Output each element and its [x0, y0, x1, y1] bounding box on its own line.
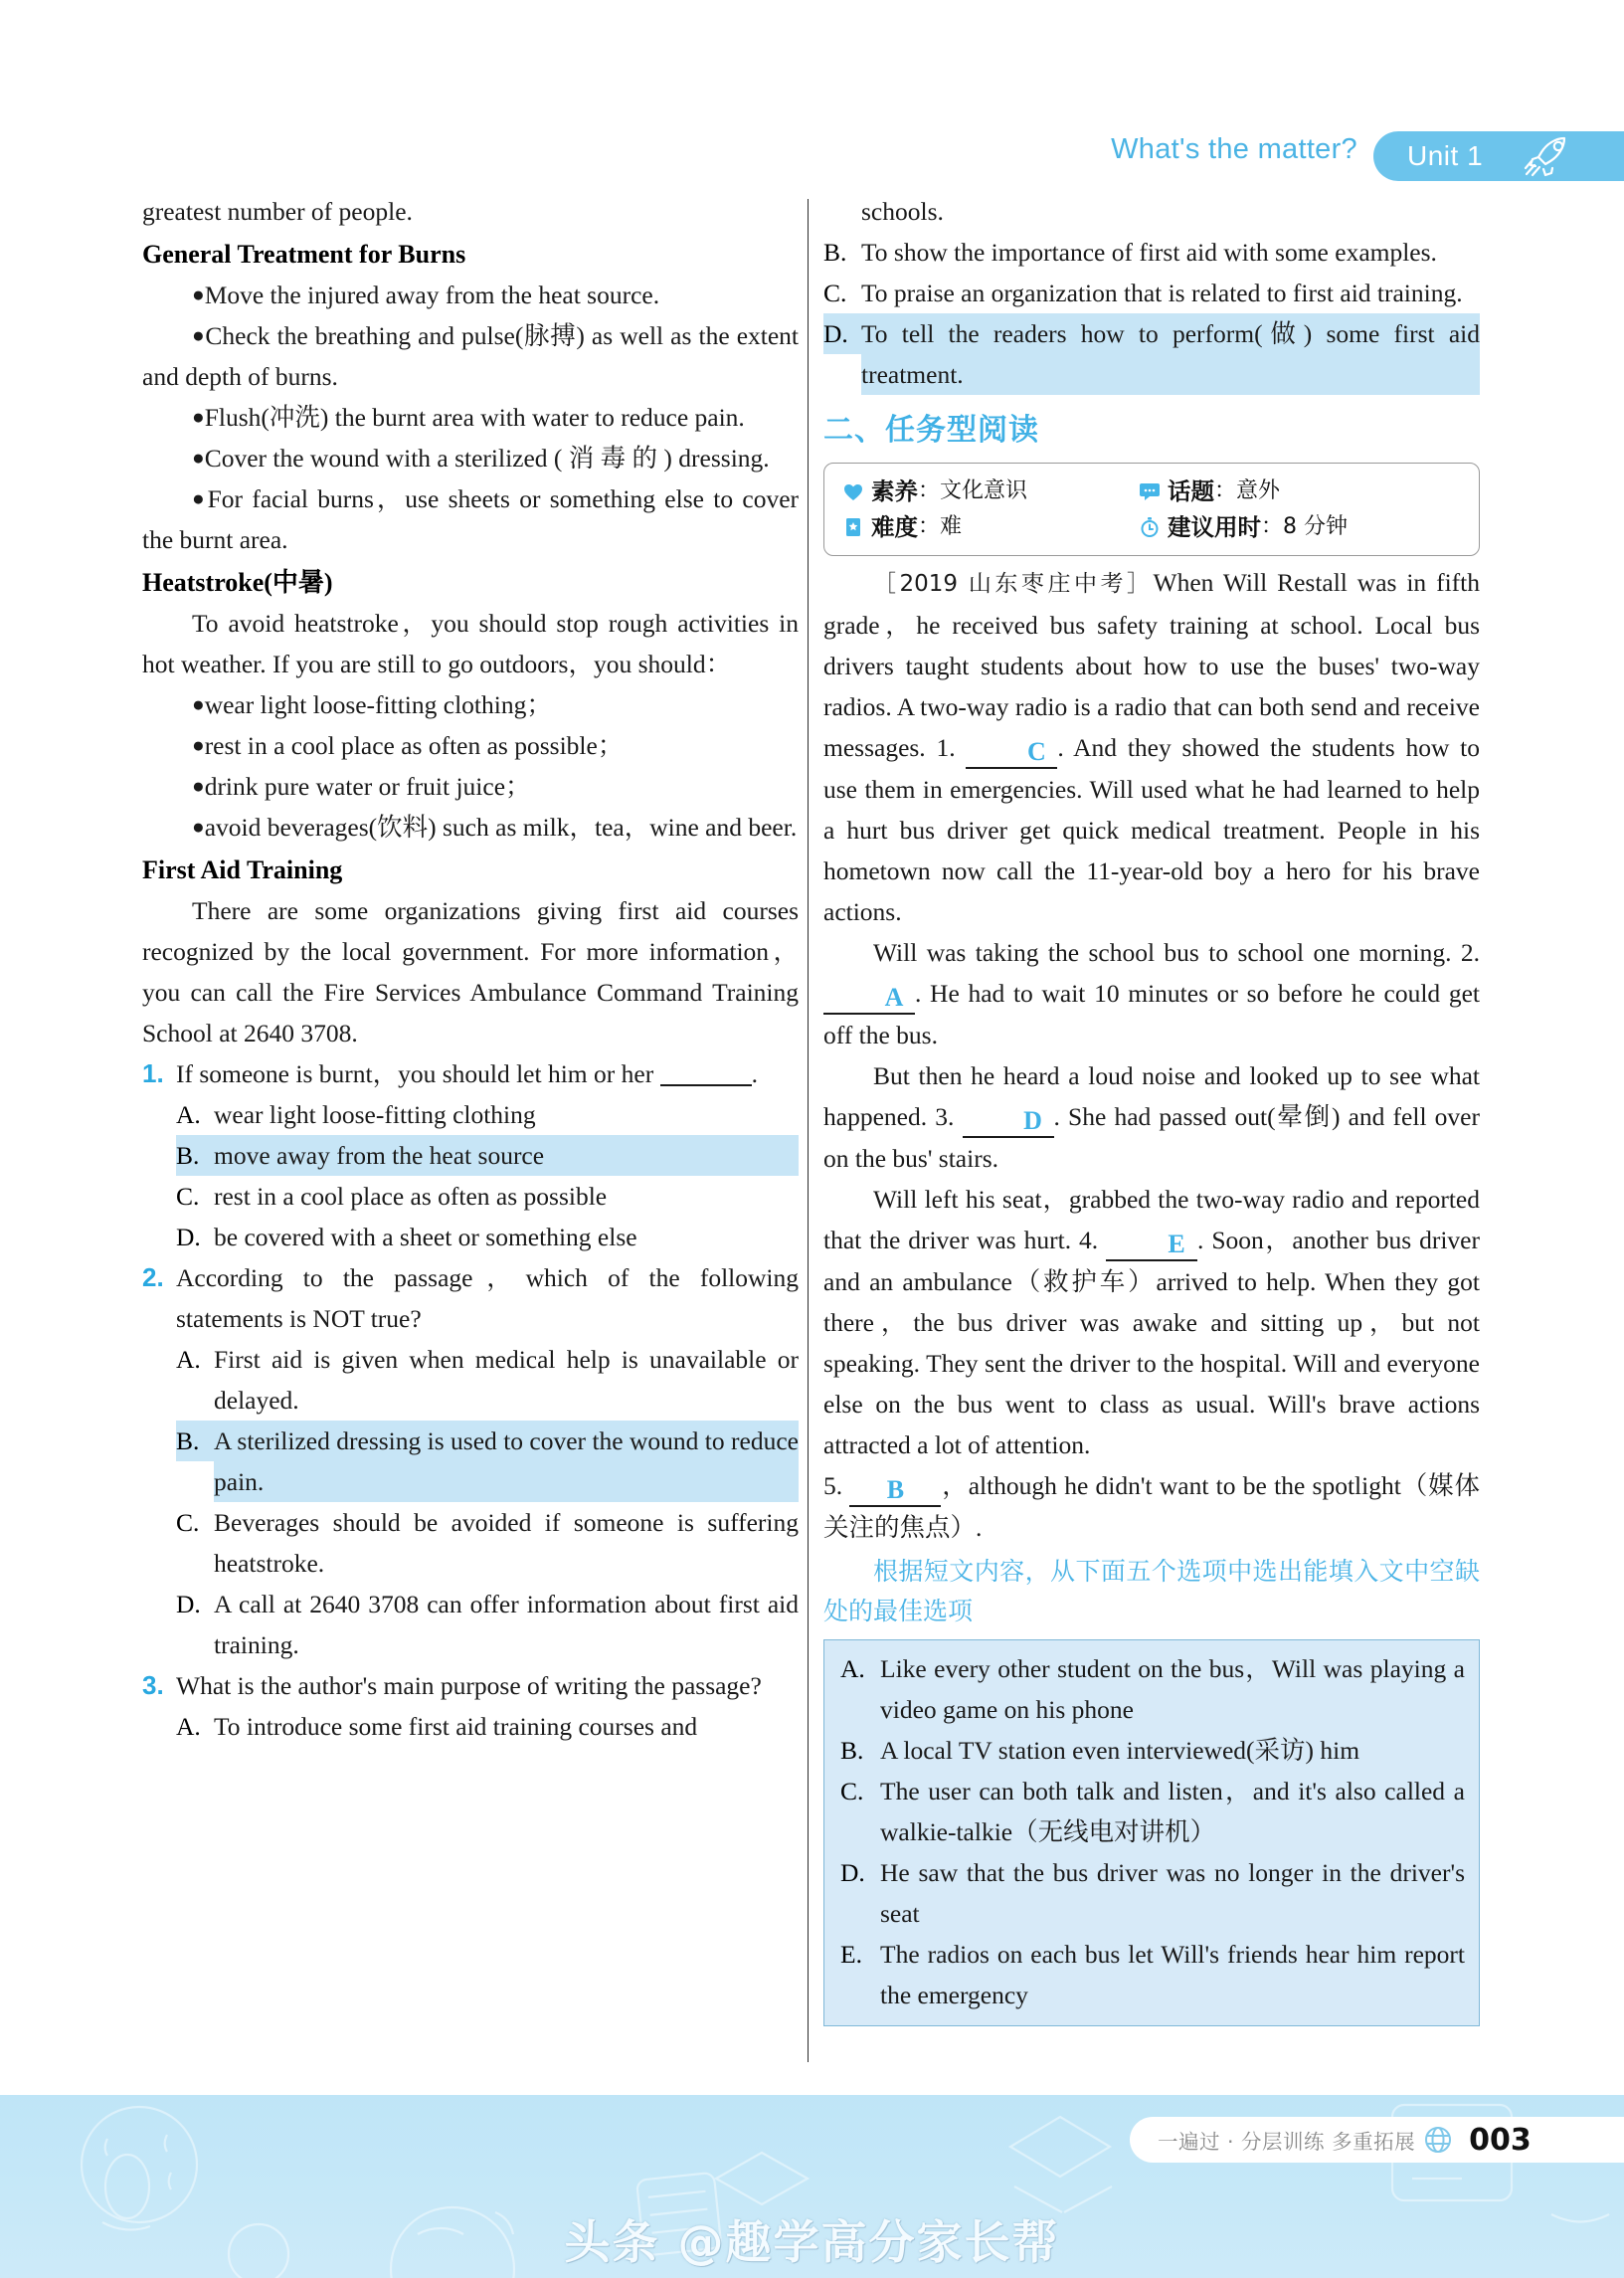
choice-letter: E.: [840, 1940, 862, 1969]
passage-paragraph-5: [823, 1465, 1480, 1548]
option-text: To praise an organization that is related to first aid training.: [861, 279, 1463, 307]
globe-icon: [1423, 2125, 1453, 2155]
meta-info-box: [823, 463, 1480, 556]
bullet-dot-icon: ●: [192, 323, 206, 347]
passage-after: . He had to wait 10 minutes or so before he could get off the bus.: [823, 979, 1480, 1049]
answer-letter: B: [886, 1475, 905, 1504]
passage-paragraph-1: [823, 562, 1480, 932]
meta-item-suggested-time: [1137, 509, 1348, 545]
option-letter: D.: [176, 1223, 201, 1251]
option-row-selected[interactable]: [823, 313, 1480, 395]
bullet-dot-icon: ●: [192, 815, 205, 839]
answer-blank-3[interactable]: [963, 1106, 1054, 1138]
column-divider: [808, 199, 809, 2062]
section-heading-task-reading: 二、任务型阅读: [823, 413, 1039, 448]
option-row[interactable]: [142, 1502, 799, 1584]
choice-item[interactable]: [836, 1730, 1465, 1771]
meta-row: [840, 474, 1479, 509]
question-number: 1.: [142, 1058, 164, 1088]
choice-text: He saw that the bus driver was no longer in the driver's seat: [880, 1858, 1465, 1928]
heatstroke-bullet-text: avoid beverages(饮料) such as milk，tea，wine and beer.: [204, 813, 798, 842]
heading-general-treatment: General Treatment for Burns: [142, 240, 466, 269]
answer-letter: C: [1026, 737, 1046, 766]
meta-value: ：意外: [1214, 478, 1281, 503]
option-letter: A.: [176, 1100, 201, 1129]
choice-options-box: [823, 1639, 1480, 2026]
option-letter: C.: [176, 1182, 200, 1211]
heatstroke-bullet: [142, 807, 799, 848]
option-row[interactable]: [823, 232, 1480, 273]
burns-bullet: [142, 397, 799, 438]
page-title: What's the matter?: [1111, 133, 1357, 165]
option-letter: A.: [176, 1712, 201, 1741]
option-text: Beverages should be avoided if someone is suffering heatstroke.: [214, 1508, 799, 1578]
question-2: [142, 1257, 799, 1339]
option-row[interactable]: [823, 273, 1480, 313]
option-text: A call at 2640 3708 can offer information about first aid training.: [214, 1590, 799, 1659]
burns-bullet-text: Move the injured away from the heat source.: [204, 281, 660, 309]
answer-blank-2[interactable]: [823, 983, 915, 1015]
option-text: A sterilized dressing is used to cover the wound to reduce pain.: [214, 1421, 799, 1502]
option-letter: B.: [176, 1421, 214, 1461]
heart-icon: [840, 478, 866, 504]
choice-text: A local TV station even interviewed(采访) him: [880, 1736, 1360, 1765]
passage-paragraph-4: [823, 1179, 1480, 1465]
question-stem-tail: .: [751, 1059, 758, 1088]
page-header: [0, 131, 1624, 187]
heatstroke-bullet: [142, 684, 799, 725]
passage-before: Will was taking the school bus to school one morning. 2.: [873, 938, 1480, 967]
bullet-dot-icon: ●: [192, 446, 205, 470]
passage-after: . She had passed out(晕倒) and fell over on the bus' stairs.: [823, 1102, 1480, 1173]
choice-text: The user can both talk and listen，and it's also called a walkie-talkie（无线电对讲机）: [880, 1777, 1465, 1846]
option-text: rest in a cool place as often as possible: [214, 1182, 608, 1211]
meta-key: 难度: [871, 513, 918, 541]
meta-item-difficulty: [840, 509, 1137, 545]
meta-key: 话题: [1168, 477, 1214, 505]
option-row[interactable]: [142, 1706, 799, 1747]
option-text: be covered with a sheet or something else: [214, 1223, 637, 1251]
meta-item-topic: [1137, 474, 1280, 509]
burns-bullet: [142, 275, 799, 315]
choice-item[interactable]: [836, 1771, 1465, 1852]
burns-bullet: [142, 315, 799, 397]
question-1: [142, 1053, 799, 1094]
passage-after: . And they showed the students how to use them in emergencies. Will used what he had learned to help a hurt bus driver get quick medical treatment. People in his hometown now call the 11-year-old boy a hero for his brave actions.: [823, 733, 1481, 926]
option-letter: B.: [823, 238, 847, 267]
choice-letter: A.: [840, 1654, 865, 1683]
heatstroke-bullet-text: rest in a cool place as often as possible；: [204, 731, 624, 760]
option-letter: C.: [176, 1508, 200, 1537]
footer-badge: [1130, 2117, 1624, 2163]
option-row[interactable]: [142, 1094, 799, 1135]
burns-bullet-text: Cover the wound with a sterilized ( 消 毒 的 ) dressing.: [204, 444, 770, 473]
heatstroke-bullet-text: drink pure water or fruit juice；: [204, 772, 531, 801]
meta-row: [840, 509, 1479, 545]
question-stem: According to the passage，which of the following statements is NOT true?: [176, 1263, 799, 1333]
choice-text: The radios on each bus let Will's friends hear him report the emergency: [880, 1940, 1465, 2009]
burns-bullet: [142, 478, 799, 560]
option-row[interactable]: [142, 1176, 799, 1217]
option-text: wear light loose-fitting clothing: [214, 1100, 536, 1129]
option-letter: D.: [823, 313, 861, 354]
question-number: 2.: [142, 1262, 164, 1292]
bookmark-icon: [840, 514, 866, 540]
right-column: [823, 191, 1480, 2026]
page-number: 003: [1469, 2122, 1532, 2158]
timer-icon: [1137, 514, 1163, 540]
question-3-continued: schools.: [861, 197, 944, 226]
choice-item[interactable]: [836, 1934, 1465, 2015]
unit-badge: [1373, 131, 1624, 181]
passage-before: But then he heard a loud noise and looked up to see what happened. 3.: [823, 1061, 1480, 1131]
bullet-dot-icon: ●: [192, 733, 205, 757]
question-stem: [176, 1053, 799, 1094]
heading-first-aid-training: First Aid Training: [142, 855, 343, 884]
option-text: move away from the heat source: [214, 1135, 799, 1176]
heading-heatstroke: Heatstroke(中暑): [142, 568, 333, 597]
page-footer: [0, 2095, 1624, 2278]
answer-letter: D: [1023, 1106, 1042, 1135]
continued-line: greatest number of people.: [142, 197, 413, 226]
question-3: [142, 1665, 799, 1706]
meta-value: ：文化意识: [918, 478, 1028, 503]
option-row-selected[interactable]: [142, 1135, 799, 1176]
answer-letter: E: [1168, 1230, 1185, 1258]
burns-bullet: [142, 438, 799, 478]
option-letter: C.: [823, 279, 847, 307]
heatstroke-bullet: [142, 725, 799, 766]
option-letter: D.: [176, 1590, 201, 1618]
meta-key: 素养: [871, 477, 918, 505]
speech-bubble-icon: [1137, 478, 1163, 504]
answer-blank-4[interactable]: [1106, 1230, 1197, 1261]
choice-item[interactable]: [836, 1852, 1465, 1934]
heatstroke-paragraph: To avoid heatstroke，you should stop rough activities in hot weather. If you are still to go outdoors，you should：: [142, 609, 799, 678]
choice-letter: C.: [840, 1777, 864, 1805]
page-content: [0, 191, 1624, 2091]
passage-before: Will left his seat，grabbed the two-way radio and reported that the driver was hurt. 4.: [823, 1185, 1480, 1254]
question-stem-text: If someone is burnt，you should let him or her: [176, 1059, 654, 1088]
meta-item-literacy: [840, 474, 1137, 509]
option-text: To show the importance of first aid with some examples.: [861, 238, 1437, 267]
watermark: 头条 @趣学高分家长帮: [564, 2215, 1060, 2269]
rocket-icon: [1521, 132, 1576, 185]
option-row[interactable]: [142, 1584, 799, 1665]
passage-paragraph-3: [823, 1055, 1480, 1179]
instruction-text: 根据短文内容，从下面五个选项中选出能填入文中空缺处的最佳选项: [823, 1557, 1480, 1625]
burns-bullet-text: For facial burns，use sheets or something else to cover the burnt area.: [142, 484, 800, 554]
bullet-dot-icon: ●: [192, 486, 208, 510]
unit-label: Unit 1: [1407, 140, 1484, 171]
passage-after: . Soon，another bus driver and an ambulance（救护车）arrived to help. When they got there，the bus driver was awake and sitting up，but not speaking. They sent the driver to the hospital. Will and everyone else on the bus went to class as usual. Will's brave actions attracted a lot of attention.: [823, 1226, 1480, 1459]
passage-before: When Will Restall was in fifth grade，he received bus safety training at school. Local bus drivers taught students about how to use the buses' two-way radios. A two-way radio is a radio that can both send and receive messages. 1.: [823, 568, 1480, 762]
burns-bullet-text: Flush(冲洗) the burnt area with water to reduce pain.: [204, 403, 745, 432]
heatstroke-bullet: [142, 766, 799, 807]
left-column: [142, 191, 799, 1747]
option-letter: A.: [176, 1345, 201, 1374]
burns-bullet-text: Check the breathing and pulse(脉搏) as well as the extent and depth of burns.: [142, 321, 799, 391]
option-text: To tell the readers how to perform(做) some first aid treatment.: [861, 313, 1480, 395]
answer-blank[interactable]: [660, 1062, 752, 1086]
option-row[interactable]: [142, 1217, 799, 1257]
answer-blank-1[interactable]: [966, 737, 1057, 769]
meta-value: ：难: [918, 514, 963, 539]
source-tag: ［2019 山东枣庄中考］: [873, 571, 1154, 597]
option-row[interactable]: [142, 1339, 799, 1421]
bullet-dot-icon: ●: [192, 283, 205, 306]
heatstroke-bullet-text: wear light loose-fitting clothing；: [204, 690, 552, 719]
question-number: 3.: [142, 1670, 164, 1700]
training-paragraph: There are some organizations giving first aid courses recognized by the local government. For more information，you can call the Fire Services Ambulance Command Training School at 2640 3708.: [142, 896, 799, 1047]
bullet-dot-icon: ●: [192, 692, 205, 716]
answer-blank-5[interactable]: [849, 1475, 941, 1507]
option-text: To introduce some first aid training courses and: [214, 1712, 698, 1741]
passage-before: 5.: [823, 1471, 850, 1500]
choice-item[interactable]: [836, 1648, 1465, 1730]
choice-text: Like every other student on the bus，Will was playing a video game on his phone: [880, 1654, 1465, 1724]
meta-value: ：8 分钟: [1261, 514, 1348, 539]
series-label: 一遍过 · 分层训练 多重拓展: [1158, 2130, 1416, 2154]
bullet-dot-icon: ●: [192, 774, 205, 798]
choice-letter: D.: [840, 1858, 865, 1887]
option-letter: B.: [176, 1135, 214, 1176]
passage-paragraph-2: [823, 932, 1480, 1055]
question-stem: What is the author's main purpose of writing the passage?: [176, 1671, 762, 1700]
option-text: First aid is given when medical help is unavailable or delayed.: [214, 1345, 799, 1415]
bullet-dot-icon: ●: [192, 405, 205, 429]
option-row-selected[interactable]: [142, 1421, 799, 1502]
meta-key: 建议用时: [1168, 513, 1261, 541]
choice-letter: B.: [840, 1736, 864, 1765]
answer-letter: A: [884, 983, 904, 1012]
passage-after: ，although he didn't want to be the spotlight（媒体关注的焦点）.: [823, 1471, 1480, 1542]
